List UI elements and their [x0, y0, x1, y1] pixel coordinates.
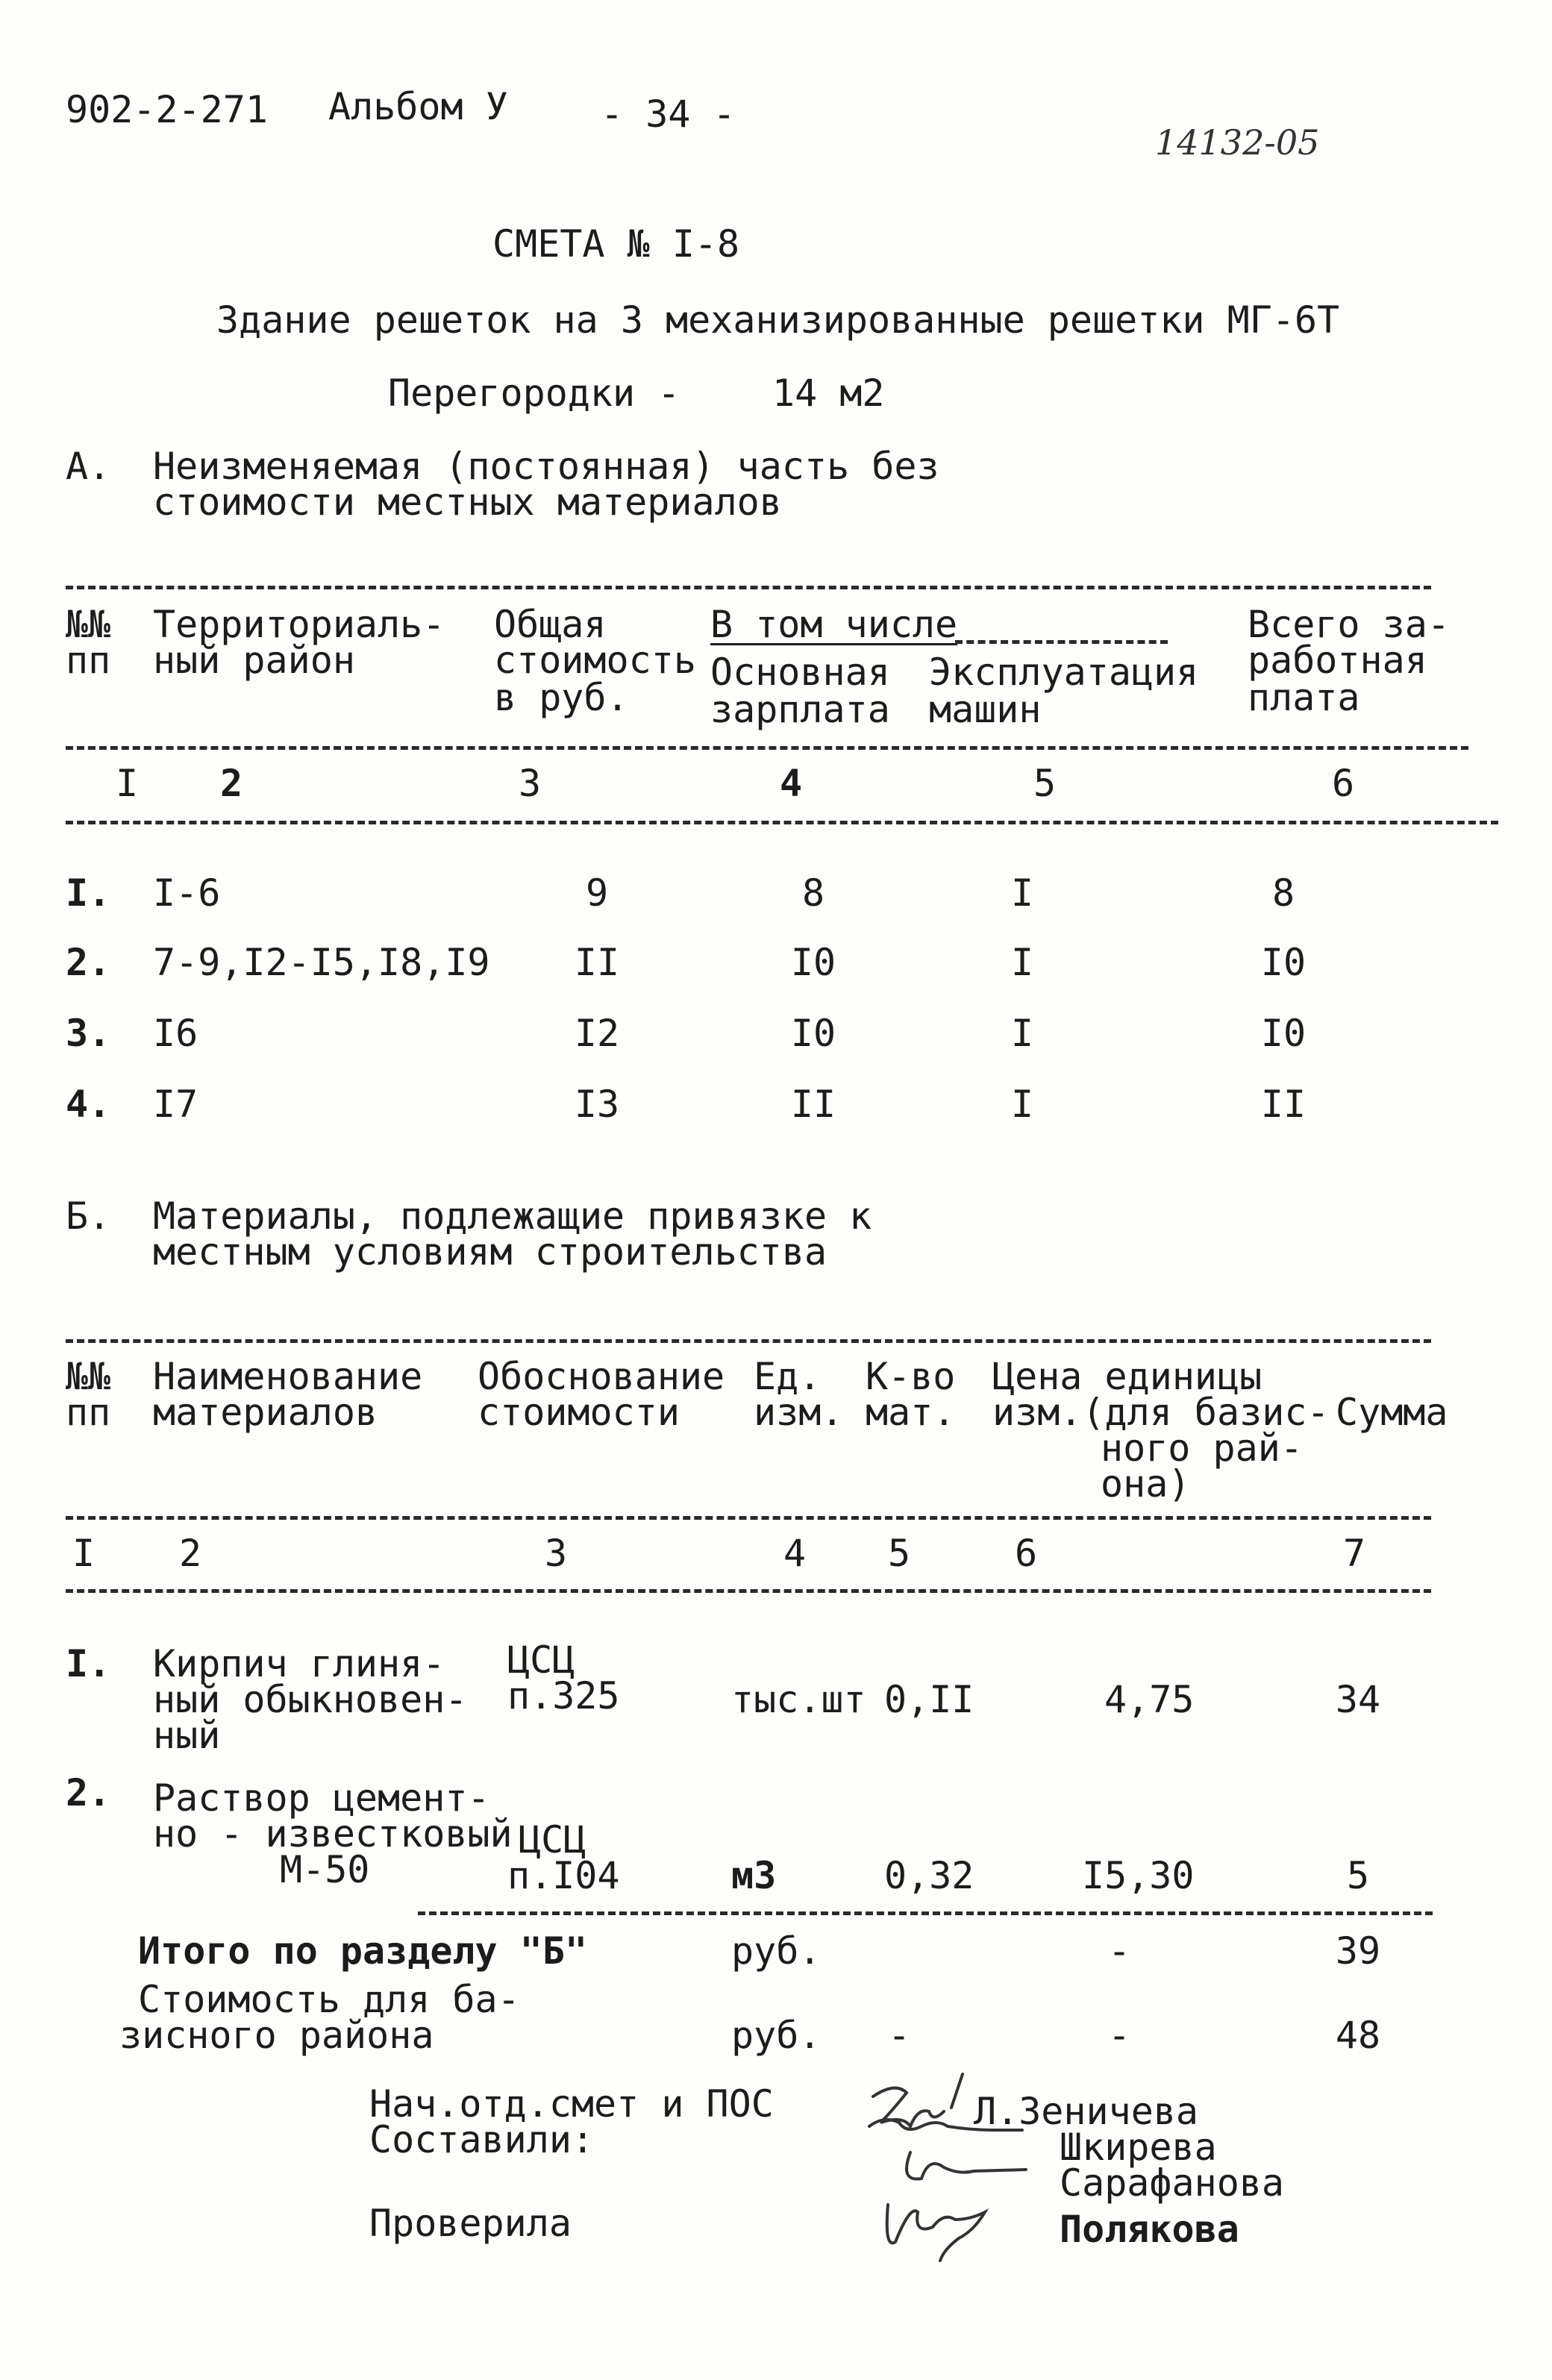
base-cost-sum: 48 — [1335, 2014, 1381, 2057]
row-wage: I0 — [1260, 1012, 1307, 1055]
row-basis-2: п.325 — [507, 1674, 620, 1717]
compiler-name-2: Сарафанова — [1060, 2161, 1285, 2205]
row-machines: I — [1010, 1083, 1034, 1126]
table-b-header-price: Цена единицы — [992, 1355, 1262, 1398]
row-machines: I — [1010, 941, 1034, 984]
table-a-col-number: 3 — [518, 762, 542, 805]
row-unit: тыс.шт — [731, 1678, 866, 1721]
page-number: - 34 - — [601, 93, 736, 136]
row-material-name-2: ный обыкновен- — [153, 1678, 468, 1721]
row-total: I2 — [574, 1012, 620, 1055]
row-wage: 8 — [1271, 871, 1295, 915]
row-wage: I0 — [1260, 941, 1307, 984]
row-region: I6 — [153, 1012, 198, 1055]
row-basic: I0 — [790, 1012, 836, 1055]
row-material-name: Кирпич глиня- — [153, 1642, 445, 1685]
row-region: 7-9,I2-I5,I8,I9 — [153, 941, 490, 984]
row-basis: ЦСЦ — [519, 1818, 586, 1861]
row-machines: I — [1010, 871, 1034, 915]
item-label: Перегородки - — [388, 372, 680, 415]
album-label: Альбом У — [328, 85, 508, 128]
table-b-header-price-2: изм.(для базис- — [992, 1391, 1330, 1434]
row-number: 4. — [66, 1083, 111, 1126]
base-cost-qty: - — [887, 2014, 911, 2057]
base-cost-unit: руб. — [731, 2014, 822, 2057]
table-b-header-rule — [66, 1516, 1431, 1520]
row-basis: ЦСЦ — [507, 1638, 575, 1682]
table-a-header-machines-2: машин — [929, 688, 1042, 731]
table-b-header-unit-2: изм. — [754, 1391, 844, 1434]
total-unit: руб. — [731, 1929, 822, 1973]
table-a-numbers-rule — [66, 821, 1498, 824]
compiled-label: Составили: — [369, 2118, 595, 2161]
row-sum: 5 — [1346, 1854, 1370, 1897]
row-material-name-3: М-50 — [280, 1848, 370, 1891]
table-b-header-basis: Обоснование — [478, 1355, 725, 1398]
row-basic: II — [790, 1083, 836, 1126]
row-price: 4,75 — [1104, 1678, 1195, 1721]
table-b-header-qty: К-во — [866, 1355, 956, 1398]
section-a-letter: А. — [66, 445, 111, 488]
row-number: 3. — [66, 1012, 111, 1055]
table-b-header-num: №№ — [66, 1355, 111, 1398]
table-a-header-basic-2: зарплата — [710, 688, 890, 731]
table-a-header-rule — [66, 746, 1468, 750]
table-b-header-qty-2: мат. — [866, 1391, 956, 1434]
table-a-col-number: 6 — [1331, 762, 1355, 805]
table-a-including-rule — [955, 640, 1168, 644]
table-a-header-machines: Эксплуатация — [929, 651, 1199, 694]
table-b-col-number: 7 — [1342, 1532, 1366, 1575]
handwritten-number: 14132-05 — [1155, 122, 1320, 163]
table-b-header-sum: Сумма — [1336, 1391, 1448, 1434]
table-b-header-num-2: пп — [66, 1391, 111, 1434]
table-a-header-num-2: пп — [66, 639, 111, 682]
table-b-col-number: 4 — [783, 1532, 807, 1575]
table-a-header-including: В том числе — [710, 603, 958, 646]
table-b-top-rule — [66, 1339, 1431, 1343]
section-b-letter: Б. — [66, 1194, 111, 1238]
table-a-header-region-2: ный район — [153, 639, 355, 682]
base-cost-label: Стоимость для ба- — [138, 1978, 520, 2021]
table-a-col-number: 5 — [1033, 762, 1057, 805]
row-basic: 8 — [801, 871, 825, 915]
compiler-name-1: Шкирева — [1060, 2126, 1217, 2169]
base-cost-price: - — [1107, 2014, 1131, 2057]
row-basic: I0 — [790, 941, 836, 984]
table-b-total-rule — [418, 1911, 1433, 1915]
row-machines: I — [1010, 1012, 1034, 1055]
head-title: Нач.отд.смет и ПОС — [369, 2082, 774, 2126]
table-a-header-basic: Основная — [710, 651, 890, 694]
table-b-header-price-4: она) — [1101, 1462, 1191, 1506]
row-material-name: Раствор цемент- — [153, 1776, 490, 1820]
row-total: 9 — [585, 871, 609, 915]
row-price: I5,30 — [1082, 1854, 1195, 1897]
table-b-col-number: 3 — [544, 1532, 568, 1575]
table-b-header-name: Наименование — [153, 1355, 423, 1398]
row-wage: II — [1260, 1083, 1307, 1126]
row-number: 2. — [66, 1771, 111, 1814]
section-b-title-line1: Материалы, подлежащие привязке к — [153, 1194, 872, 1238]
row-number: I. — [66, 1642, 111, 1685]
checked-label: Проверила — [369, 2202, 572, 2245]
table-b-numbers-rule — [66, 1589, 1431, 1593]
section-a-title-line1: Неизменяемая (постоянная) часть без — [153, 445, 939, 488]
document-code: 902-2-271 — [66, 88, 268, 131]
table-a-header-wage-2: работная — [1248, 639, 1427, 682]
table-b-header-unit: Ед. — [754, 1355, 822, 1398]
building-title: Здание решеток на 3 механизированные решетки МГ-6Т — [216, 298, 1340, 342]
row-unit: м3 — [731, 1854, 777, 1897]
row-region: I-6 — [153, 871, 221, 915]
table-b-header-name-2: материалов — [153, 1391, 378, 1434]
table-a-header-wage-3: плата — [1248, 676, 1360, 719]
table-a-header-region: Территориаль- — [153, 603, 445, 646]
table-b-header-price-3: ного рай- — [1101, 1427, 1303, 1470]
row-total: II — [574, 941, 620, 984]
row-number: 2. — [66, 941, 111, 984]
row-material-name-2: но - известковый — [153, 1812, 513, 1856]
item-quantity: 14 м2 — [772, 372, 885, 415]
table-a-header-total-2: стоимость — [494, 639, 696, 682]
table-b-col-number: 5 — [887, 1532, 911, 1575]
checker-name: Полякова — [1060, 2208, 1239, 2251]
handwritten-signatures — [851, 2014, 1074, 2268]
total-sum: 39 — [1335, 1929, 1381, 1973]
row-number: I. — [66, 871, 111, 915]
total-price: - — [1107, 1929, 1131, 1973]
table-a-header-total: Общая — [494, 603, 607, 646]
row-basis-2: п.I04 — [507, 1854, 620, 1897]
table-b-col-number: I — [72, 1532, 96, 1575]
row-total: I3 — [574, 1083, 620, 1126]
estimate-title: СМЕТА № I-8 — [492, 222, 740, 266]
section-a-title-line2: стоимости местных материалов — [153, 480, 782, 524]
table-b-col-number: 6 — [1014, 1532, 1038, 1575]
base-cost-label-2: зисного района — [119, 2014, 434, 2057]
table-a-col-number: I — [115, 762, 139, 805]
section-b-title-line2: местным условиям строительства — [153, 1230, 827, 1274]
row-qty: 0,II — [884, 1678, 974, 1721]
row-qty: 0,32 — [884, 1854, 974, 1897]
table-a-header-wage: Всего за- — [1248, 603, 1450, 646]
row-sum: 34 — [1335, 1678, 1381, 1721]
head-name: Л.Зеничева — [974, 2090, 1199, 2133]
table-a-col-number: 2 — [219, 762, 243, 805]
table-a-header-num: №№ — [66, 603, 111, 646]
row-region: I7 — [153, 1083, 198, 1126]
table-b-header-basis-2: стоимости — [478, 1391, 680, 1434]
row-material-name-3: ный — [153, 1714, 221, 1757]
table-a-col-number: 4 — [779, 762, 803, 805]
table-a-header-total-3: в руб. — [494, 676, 629, 719]
total-label: Итого по разделу "Б" — [138, 1929, 588, 1973]
table-a-top-rule — [66, 586, 1431, 589]
table-b-col-number: 2 — [178, 1532, 202, 1575]
